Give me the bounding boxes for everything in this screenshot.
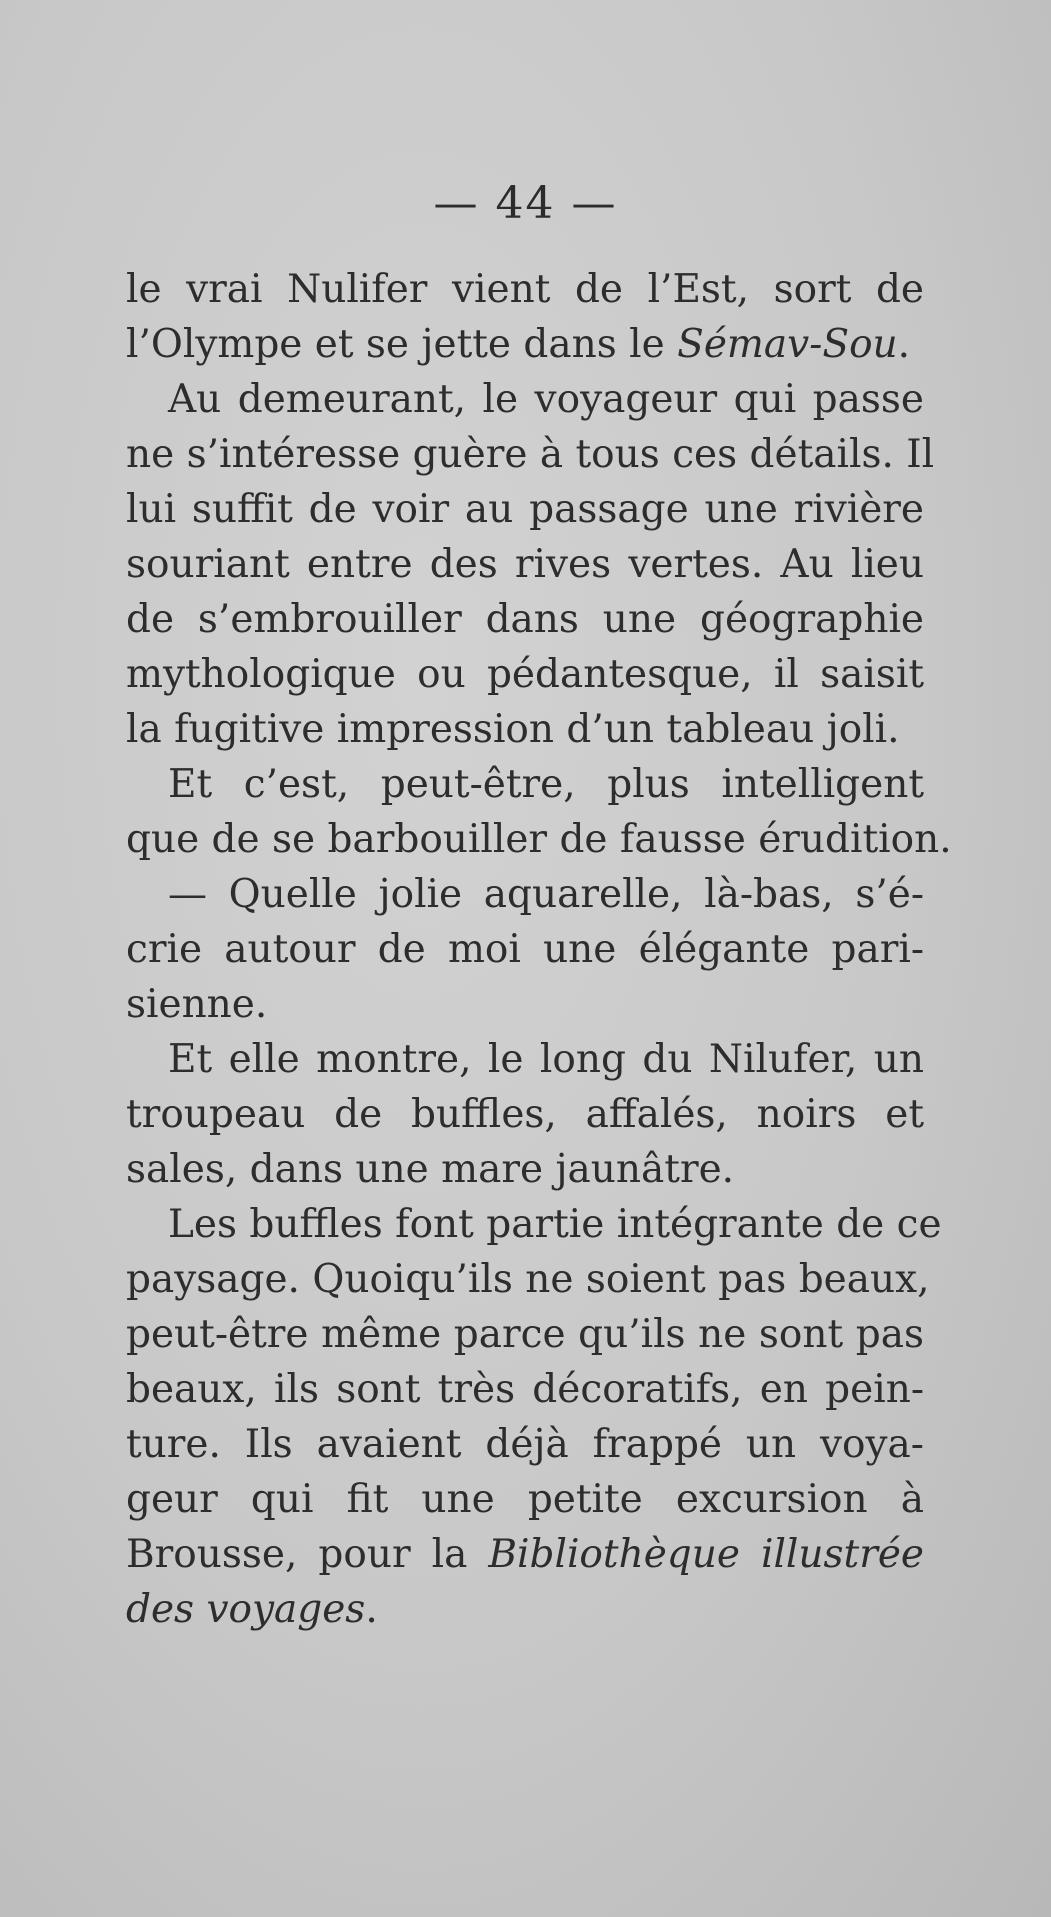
text-line: troupeau de buffles, affalés, noirs et (126, 1092, 924, 1137)
text-line: lui suffit de voir au passage une rivière (126, 487, 924, 532)
text-line: beaux, ils sont très décoratifs, en pein- (126, 1367, 924, 1412)
text-line: de s’embrouiller dans une géographie (126, 597, 924, 642)
paragraph-start: Et elle montre, le long du Nilufer, un (168, 1037, 924, 1082)
text-line: geur qui fit une petite excursion à (126, 1477, 924, 1522)
text-line: ne s’intéresse guère à tous ces détails. Il (126, 432, 935, 477)
text-line: la fugitive impression d’un tableau joli. (126, 707, 900, 752)
text-line: peut-être même parce qu’ils ne sont pas (126, 1312, 924, 1357)
text-line: paysage. Quoiqu’ils ne soient pas beaux, (126, 1257, 930, 1302)
text-line: le vrai Nulifer vient de l’Est, sort de (126, 267, 924, 312)
paragraph-start: Les buffles font partie intégrante de ce (168, 1202, 942, 1247)
text-line: Brousse, pour la Bibliothèque illustrée (126, 1532, 924, 1577)
text-line: des voyages. (126, 1587, 378, 1632)
body-text (126, 262, 952, 1637)
text-line: souriant entre des rives vertes. Au lieu (126, 542, 924, 587)
text-line: sienne. (126, 982, 268, 1027)
text-line: crie autour de moi une élégante pari- (126, 927, 924, 972)
text-line: mythologique ou pédantesque, il saisit (126, 652, 924, 697)
page-number: — 44 — (433, 178, 618, 229)
paragraph-start: — Quelle jolie aquarelle, là-bas, s’é- (168, 872, 924, 917)
paragraph-start: Et c’est, peut-être, plus intelligent (168, 762, 924, 807)
text-line: que de se barbouiller de fausse érudition. (126, 817, 952, 862)
paragraph-start: Au demeurant, le voyageur qui passe (168, 377, 924, 422)
text-line: ture. Ils avaient déjà frappé un voya- (126, 1422, 924, 1467)
text-line: l’Olympe et se jette dans le Sémav-Sou. (126, 322, 911, 367)
text-line: sales, dans une mare jaunâtre. (126, 1147, 735, 1192)
